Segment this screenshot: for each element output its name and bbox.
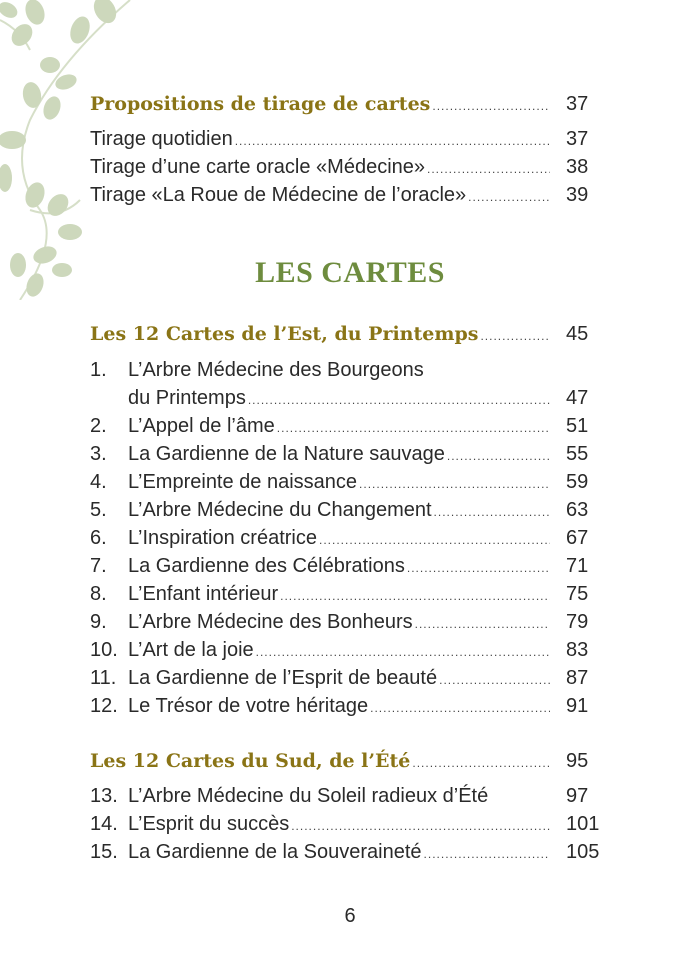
toc-entry[interactable] bbox=[90, 692, 602, 720]
entry-number: 14. bbox=[90, 813, 118, 835]
toc-entry[interactable] bbox=[90, 664, 602, 692]
dot-leader bbox=[427, 155, 550, 183]
entry-number: 7. bbox=[90, 555, 107, 577]
page-number: 71 bbox=[566, 555, 589, 577]
page-number: 83 bbox=[566, 639, 589, 661]
toc-entry[interactable] bbox=[90, 440, 602, 468]
page-number: 45 bbox=[566, 323, 589, 345]
page-number: 37 bbox=[566, 93, 589, 115]
entry-number: 6. bbox=[90, 527, 107, 549]
section-label: Les 12 Cartes de l’Est, du Printemps bbox=[90, 323, 479, 345]
page-number: 63 bbox=[566, 499, 589, 521]
page-number: 55 bbox=[566, 443, 589, 465]
page-number: 37 bbox=[566, 128, 589, 150]
dot-leader bbox=[447, 442, 550, 470]
page-number: 95 bbox=[566, 750, 589, 772]
dot-leader bbox=[359, 470, 550, 498]
entry-label: Tirage «La Roue de Médecine de l’oracle» bbox=[90, 184, 467, 206]
dot-leader bbox=[370, 694, 550, 722]
page-number: 105 bbox=[566, 841, 600, 863]
page-number: 97 bbox=[566, 785, 589, 807]
entry-label: La Gardienne de la Nature sauvage bbox=[128, 443, 445, 465]
entry-number: 10. bbox=[90, 639, 118, 661]
toc-entry[interactable] bbox=[90, 412, 602, 440]
page-number: 75 bbox=[566, 583, 589, 605]
page-number: 79 bbox=[566, 611, 589, 633]
entry-number: 1. bbox=[90, 359, 107, 381]
entry-label: Tirage quotidien bbox=[90, 128, 233, 150]
entry-number: 2. bbox=[90, 415, 107, 437]
entry-label: L’Arbre Médecine des Bourgeons bbox=[128, 359, 424, 381]
entry-number: 4. bbox=[90, 471, 107, 493]
dot-leader bbox=[412, 749, 550, 777]
page-number: 91 bbox=[566, 695, 589, 717]
entry-label: Le Trésor de votre héritage bbox=[128, 695, 369, 717]
page-number: 59 bbox=[566, 471, 589, 493]
toc-entry[interactable] bbox=[90, 580, 602, 608]
toc-entry[interactable] bbox=[90, 636, 602, 664]
page-number: 87 bbox=[566, 667, 589, 689]
entry-number: 13. bbox=[90, 785, 118, 807]
toc-entry[interactable] bbox=[90, 608, 602, 636]
page-number: 67 bbox=[566, 527, 589, 549]
dot-leader bbox=[480, 322, 550, 350]
dot-leader bbox=[291, 812, 550, 840]
dot-leader bbox=[280, 582, 550, 610]
page-number: 51 bbox=[566, 415, 589, 437]
entry-label: L’Arbre Médecine des Bonheurs bbox=[128, 611, 413, 633]
dot-leader bbox=[319, 526, 550, 554]
dot-leader bbox=[407, 554, 550, 582]
dot-leader bbox=[468, 183, 550, 211]
toc-entry-continued[interactable] bbox=[90, 384, 602, 412]
entry-number: 15. bbox=[90, 841, 118, 863]
toc-section-south[interactable] bbox=[90, 747, 602, 775]
section-label: Les 12 Cartes du Sud, de l’Été bbox=[90, 750, 411, 772]
entry-label: L’Arbre Médecine du Soleil radieux d’Été bbox=[128, 785, 489, 807]
entry-label: L’Arbre Médecine du Changement bbox=[128, 499, 432, 521]
entry-number: 8. bbox=[90, 583, 107, 605]
page-number: 39 bbox=[566, 184, 589, 206]
entry-number: 12. bbox=[90, 695, 118, 717]
dot-leader bbox=[424, 840, 550, 868]
entry-label: L’Appel de l’âme bbox=[128, 415, 275, 437]
page-number: 101 bbox=[566, 813, 600, 835]
dot-leader bbox=[439, 666, 550, 694]
entry-number: 3. bbox=[90, 443, 107, 465]
toc-entry[interactable] bbox=[90, 496, 602, 524]
entry-label: L’Esprit du succès bbox=[128, 813, 290, 835]
toc-entry[interactable] bbox=[90, 810, 602, 838]
entry-label: Tirage d’une carte oracle «Médecine» bbox=[90, 156, 426, 178]
toc-entry[interactable] bbox=[90, 468, 602, 496]
toc-entry[interactable] bbox=[90, 153, 602, 181]
entry-label-continued: du Printemps bbox=[128, 387, 246, 409]
entry-number: 11. bbox=[90, 667, 117, 689]
page-folio: 6 bbox=[344, 905, 356, 927]
dot-leader bbox=[248, 386, 550, 414]
entry-label: L’Inspiration créatrice bbox=[128, 527, 317, 549]
toc-entry[interactable] bbox=[90, 125, 602, 153]
dot-leader bbox=[256, 638, 550, 666]
toc-entry[interactable] bbox=[90, 524, 602, 552]
entry-number: 9. bbox=[90, 611, 107, 633]
dot-leader bbox=[277, 414, 550, 442]
entry-label: L’Art de la joie bbox=[128, 639, 254, 661]
dot-leader bbox=[415, 610, 550, 638]
entry-label: L’Enfant intérieur bbox=[128, 583, 279, 605]
entry-label: La Gardienne des Célébrations bbox=[128, 555, 405, 577]
page-number: 38 bbox=[566, 156, 589, 178]
dot-leader bbox=[235, 127, 550, 155]
toc-section-propositions[interactable] bbox=[90, 90, 602, 118]
entry-number: 5. bbox=[90, 499, 107, 521]
dot-leader bbox=[434, 498, 550, 526]
toc-entry[interactable] bbox=[90, 838, 602, 866]
section-label: Propositions de tirage de cartes bbox=[90, 93, 431, 115]
toc-section-east[interactable] bbox=[90, 320, 602, 348]
dot-leader bbox=[432, 92, 550, 120]
toc-entry[interactable] bbox=[90, 552, 602, 580]
part-title: LES CARTES bbox=[255, 256, 445, 289]
page-number: 47 bbox=[566, 387, 589, 409]
toc-entry[interactable] bbox=[90, 356, 602, 384]
toc-entry[interactable] bbox=[90, 181, 602, 209]
entry-label: La Gardienne de la Souveraineté bbox=[128, 841, 422, 863]
entry-label: La Gardienne de l’Esprit de beauté bbox=[128, 667, 438, 689]
entry-label: L’Empreinte de naissance bbox=[128, 471, 358, 493]
toc-entry[interactable] bbox=[90, 782, 602, 810]
